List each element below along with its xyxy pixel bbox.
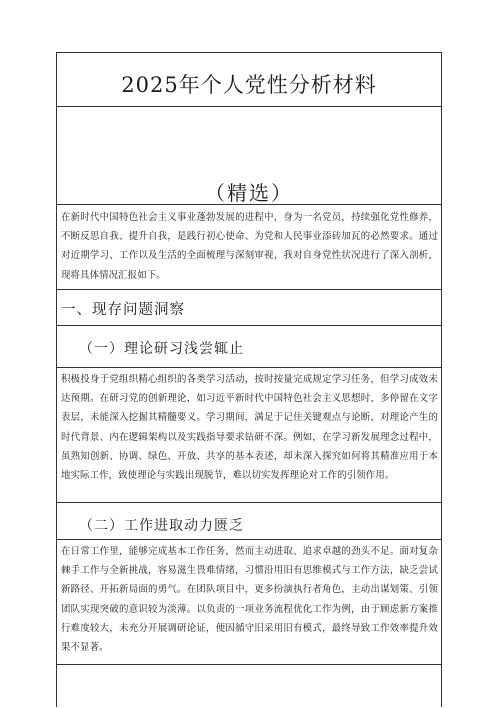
document-table	[56, 52, 442, 707]
subsection1-heading: （一）理论研习浅尝辄止	[79, 341, 244, 357]
section1-heading: 一、现存问题洞察	[61, 302, 185, 318]
intro-row	[57, 205, 441, 290]
subsection2-heading: （二）工作进取动力匮乏	[79, 518, 244, 534]
subsection2-paragraph: 在日常工作里，能够完成基本工作任务，然而主动进取、追求卓越的劲头不足。面对复杂棘手工作与全新挑战，容易滋生畏难情绪，习惯沿用旧有思维模式与工作方法，缺乏尝试新路径、开拓新局面的勇气。在团队项目中，更多扮演执行者角色，主动出谋划策、引领团队实现突破的意识较为淡薄。以负责的一项业务流程优化工作为例，由于顾虑新方案推行难度较大，未充分开展调研论证，便因循守旧采用旧有模式，最终导致工作效率提升效果不显著。	[61, 546, 438, 654]
title-row	[57, 53, 441, 107]
subsection1-row	[57, 326, 441, 368]
subtitle-row	[57, 107, 441, 205]
document-subtitle: （精选）	[205, 181, 293, 205]
intro-paragraph: 在新时代中国特色社会主义事业蓬勃发展的进程中，身为一名党员，持续强化党性修养，不断反思自我、提升自我，是践行初心使命、为党和人民事业添砖加瓦的必然要求。通过对近期学习、工作以及生活的全面梳理与深刻审视，我对自身党性状况进行了深入剖析，现将具体情况汇报如下。	[61, 212, 438, 281]
document-title: 2025年个人党性分析材料	[121, 73, 377, 97]
subsection2-text-row	[57, 540, 441, 665]
subsection2-row	[57, 503, 441, 540]
subsection1-paragraph: 积极投身于党组织精心组织的各类学习活动，按时按量完成规定学习任务，但学习成效未达预期。在研习党的创新理论，如习近平新时代中国特色社会主义思想时，多停留在文字表层，未能深入挖掘其精髓要义。学习期间，满足于记住关键观点与论断，对理论产生的时代背景、内在逻辑架构以及实践指导要求钻研不深。例如，在学习新发展理念过程中，虽熟知创新、协调、绿色、开放、共享的基本表述，却未深入探究如何将其精准应用于本地实际工作，致使理论与实践出现脱节，难以切实发挥理论对工作的引领作用。	[61, 374, 438, 482]
subsection1-text-row	[57, 368, 441, 503]
empty-row	[57, 665, 441, 708]
section1-row	[57, 290, 441, 326]
